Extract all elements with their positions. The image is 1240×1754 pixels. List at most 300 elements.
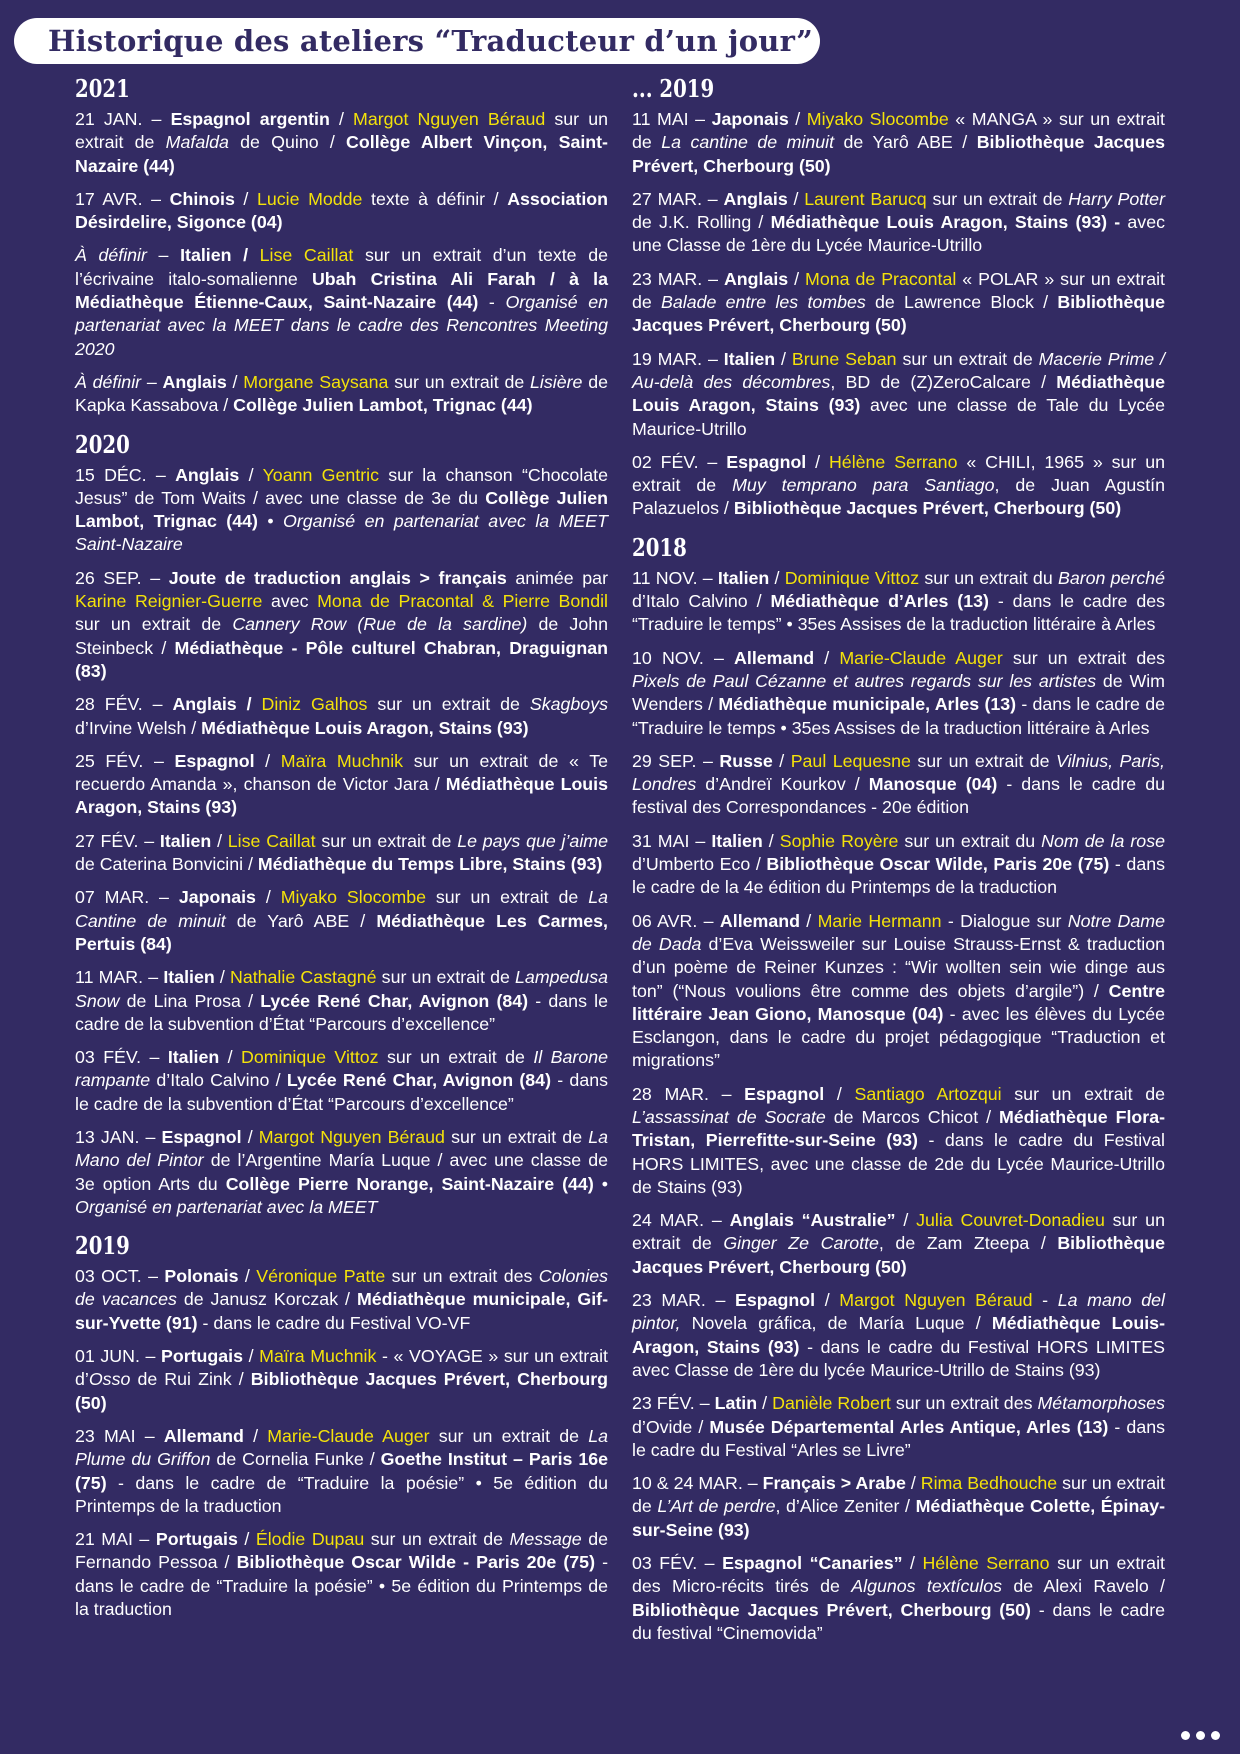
entry-italic-text: Lisière	[530, 371, 583, 392]
entry-italic-text: Organisé en partenariat avec la MEET	[75, 1196, 378, 1217]
translator-name: Maïra Muchnik	[259, 1346, 377, 1367]
entry-bold-text: Italien	[163, 967, 215, 988]
entry-text: d’Italo Calvino /	[632, 591, 771, 612]
entry-text: avec une classe de Tale du Lycée Maurice-Utrillo	[632, 395, 1166, 439]
entry-text: - Dialogue sur	[941, 910, 1068, 931]
entry-text: - dans le cadre du Festival VO-VF	[197, 1312, 471, 1333]
entry-bold-text: Ubah Cristina Ali Farah / à la Médiathèque Étienne-Caux, Saint-Nazaire (44)	[75, 268, 609, 313]
entry-italic-text: Colonies de vacances	[75, 1266, 608, 1310]
translator-name: Hélène Serrano	[828, 451, 958, 472]
workshop-entry	[632, 567, 1165, 637]
entry-text: sur un extrait de	[896, 348, 1039, 369]
workshop-entry	[75, 886, 608, 956]
translator-name: Mona de Pracontal & Pierre Bondil	[317, 591, 608, 612]
entry-text: 21 MAI –	[75, 1529, 156, 1550]
translator-name: Marie-Claude Auger	[839, 647, 1003, 668]
entry-text: sur un extrait de	[632, 1473, 1165, 1517]
entry-text: - dans le cadre de la 4e édition du Printemps de la traduction	[632, 854, 1165, 898]
entry-text: /	[787, 188, 805, 209]
entry-text: - dans le cadre du Festival HORS LIMITES, avec une classe de 2de du Lycée Maurice-Utrillo de Stains (93)	[632, 1130, 1165, 1197]
entry-bold-text: Italien /	[180, 245, 260, 266]
translator-name: Miyako Slocombe	[280, 887, 426, 908]
entry-italic-text: La Mano del Pintor	[75, 1126, 608, 1171]
entry-bold-text: Anglais	[723, 188, 788, 209]
entry-bold-text: Bibliothèque Jacques Prévert, Cherbourg (50)	[632, 292, 1166, 336]
entry-italic-text: La cantine de minuit	[661, 132, 835, 153]
workshop-entry	[632, 830, 1165, 900]
workshop-entry	[75, 108, 608, 178]
entry-text: /	[772, 750, 791, 771]
entry-bold-text: Collège Julien Lambot, Trignac (44)	[233, 395, 533, 416]
workshop-entry	[75, 1425, 608, 1518]
entry-text: -	[1032, 1290, 1058, 1311]
entry-text: d’Ovide /	[632, 1416, 710, 1437]
workshop-entry	[632, 108, 1165, 178]
entry-bold-text: Espagnol	[735, 1290, 816, 1311]
entry-text: 23 MAI –	[75, 1425, 164, 1446]
entry-text: de Cornelia Funke /	[210, 1449, 381, 1470]
entry-italic-text: Nom de la rose	[1041, 830, 1165, 851]
entry-text: sur un extrait de	[75, 614, 233, 635]
entry-text: /	[815, 1290, 840, 1311]
entry-bold-text: Japonais	[711, 109, 789, 129]
entry-bold-text: Médiathèque Flora-Tristan, Pierrefitte-sur-Seine (93)	[632, 1106, 1165, 1151]
entry-text: 26 SEP. –	[75, 567, 169, 588]
entry-text: 01 JUN. –	[75, 1346, 161, 1367]
translator-name: Véronique Patte	[256, 1266, 386, 1287]
workshop-entry	[75, 1126, 608, 1219]
entry-text: de l’Argentine María Luque / avec une classe de 3e option Arts du	[75, 1150, 608, 1194]
left-column	[75, 68, 608, 1631]
entry-text: - dans le cadre du Festival HORS LIMITES avec Classe de 1ère du lycée Maurice-Utrillo de Stains (93)	[632, 1336, 1165, 1380]
entry-bold-text: Collège Julien Lambot, Trignac (44)	[75, 487, 608, 532]
translator-name: Dominique Vittoz	[784, 567, 920, 588]
entry-bold-text: Médiathèque - Pôle culturel Chabran, Draguignan (83)	[75, 637, 608, 681]
translator-name: Dominique Vittoz	[240, 1047, 379, 1068]
workshop-entry	[632, 1392, 1165, 1462]
dot	[1196, 1731, 1205, 1740]
entry-italic-text: Lampedusa Snow	[75, 967, 608, 1011]
translator-name: Mona de Pracontal	[805, 268, 957, 289]
entry-bold-text: Médiathèque du Temps Libre, Stains (93)	[257, 854, 603, 875]
entry-bold-text: Espagnol “Canaries”	[722, 1553, 903, 1574]
entry-text: 11 MAI –	[632, 109, 712, 129]
workshop-entry	[632, 188, 1165, 258]
entry-text: - « VOYAGE » sur un extrait d’	[75, 1346, 608, 1390]
entry-text: /	[757, 1393, 773, 1414]
entry-text: sur un extrait de	[315, 830, 458, 851]
entry-text: 31 MAI –	[632, 830, 712, 851]
entry-bold-text: Espagnol	[161, 1126, 242, 1147]
entry-italic-text: Notre Dame de Dada	[632, 910, 1165, 954]
translator-name: Margot Nguyen Béraud	[839, 1290, 1033, 1311]
entry-text: 10 & 24 MAR. –	[632, 1473, 763, 1494]
entry-text: /	[234, 188, 257, 209]
entry-text: 15 DÉC. –	[75, 464, 176, 485]
entry-bold-text: Allemand	[719, 910, 800, 931]
workshop-entry	[75, 966, 608, 1036]
workshop-entry	[632, 1209, 1165, 1279]
entry-text: /	[799, 910, 818, 931]
entry-text: 03 OCT. –	[75, 1266, 165, 1287]
entry-text: de Alexi Ravelo /	[1002, 1576, 1165, 1597]
entry-bold-text: Bibliothèque Jacques Prévert, Cherbourg (50)	[733, 498, 1122, 519]
entry-italic-text: Ginger Ze Carotte	[723, 1233, 879, 1254]
workshop-entry	[632, 1083, 1165, 1199]
entry-text: 23 FÉV. –	[632, 1393, 715, 1414]
entry-text: - dans le cadre du festival “Cinemovida”	[632, 1599, 1166, 1643]
entry-text: de John Steinbeck /	[75, 614, 608, 658]
entry-bold-text: Allemand	[163, 1425, 244, 1446]
entry-text: - dans le cadre de “Traduire la poésie” • 5e édition du Printemps de la traduction	[75, 1472, 608, 1516]
entry-bold-text: Russe	[719, 750, 773, 771]
entry-text: /	[806, 451, 829, 472]
workshop-entry	[632, 910, 1165, 1073]
entry-italic-text: À définir	[75, 371, 142, 392]
entry-text: de Wim Wenders /	[632, 670, 1165, 715]
entry-text: 23 MAR. –	[632, 268, 724, 289]
translator-name: Marie-Claude Auger	[267, 1425, 430, 1446]
entry-text: 29 SEP. –	[632, 750, 720, 771]
entry-text: 28 MAR. –	[632, 1083, 745, 1104]
year-heading: 2018	[632, 532, 687, 562]
right-column	[632, 68, 1165, 1655]
entry-text: , de Zam Zteepa /	[878, 1233, 1058, 1254]
entry-text: animée par	[506, 567, 608, 588]
entry-text: /	[902, 1553, 923, 1574]
entry-text: /	[788, 268, 806, 289]
entry-text: « POLAR » sur un extrait de	[632, 268, 1165, 313]
workshop-entry	[632, 348, 1165, 441]
dot	[1211, 1731, 1220, 1740]
entry-text: « MANGA » sur un extrait de	[632, 109, 1165, 153]
translator-name: Marie Hermann	[817, 910, 942, 931]
entry-text: sur la chanson “Chocolate Jesus” de Tom Waits / avec une classe de 3e du	[75, 464, 608, 508]
entry-text: texte à définir /	[362, 188, 508, 209]
entry-bold-text: Italien	[711, 830, 763, 851]
entry-text: 03 FÉV. –	[632, 1553, 723, 1574]
entry-bold-text: Bibliothèque Oscar Wilde, Paris 20e (75)	[766, 854, 1110, 875]
translator-name: Paul Lequesne	[790, 750, 911, 771]
entry-text: sur un extrait de	[429, 1425, 589, 1446]
entry-text: 21 JAN. –	[75, 109, 171, 129]
entry-text: 10 NOV. –	[632, 647, 735, 668]
entry-text: /	[905, 1473, 921, 1494]
title-banner	[14, 18, 820, 64]
workshop-entry	[75, 371, 608, 418]
translator-name: Julia Couvret-Donadieu	[916, 1210, 1105, 1231]
entry-bold-text: Allemand	[734, 647, 815, 668]
translator-name: Lise Caillat	[259, 245, 354, 266]
entry-bold-text: Lycée René Char, Avignon (84)	[286, 1070, 551, 1091]
entry-text: sur un extrait de	[376, 967, 516, 988]
entry-bold-text: Italien	[167, 1047, 220, 1068]
entry-bold-text: Japonais	[178, 887, 256, 908]
entry-italic-text: Macerie Prime / Au-delà des décombres	[632, 348, 1165, 392]
entry-italic-text: Le pays que j’aime	[457, 830, 608, 851]
entry-text: - dans le cadre des “Traduire le temps” • 35es Assises de la traduction littéraire à Arles	[632, 591, 1165, 635]
entry-italic-text: Pixels de Paul Cézanne et autres regards sur les artistes	[632, 670, 1097, 691]
year-heading: ... 2019	[632, 74, 715, 103]
entry-text: 17 AVR. –	[75, 188, 170, 209]
entry-text: d’Italo Calvino /	[150, 1070, 287, 1091]
entry-bold-text: Chinois	[169, 188, 235, 209]
entry-bold-text: Italien	[723, 348, 776, 369]
entry-text: /	[243, 1346, 260, 1367]
entry-bold-text: Espagnol	[726, 451, 807, 472]
entry-bold-text: Collège Pierre Norange, Saint-Nazaire (44)	[225, 1173, 594, 1194]
entry-text: /	[255, 887, 281, 908]
translator-name: Karine Reignier-Guerre	[75, 591, 263, 612]
entry-text: 03 FÉV. –	[75, 1047, 168, 1068]
entry-text: 23 MAR. –	[632, 1290, 736, 1311]
entry-italic-text: Algunos textículos	[851, 1576, 1002, 1597]
entry-text: /	[241, 1126, 259, 1147]
workshop-entry	[75, 1528, 608, 1621]
entry-text: /	[243, 1425, 268, 1446]
entry-text: sur un extrait de	[444, 1126, 589, 1147]
more-icon	[1181, 1731, 1220, 1740]
workshop-entry	[75, 750, 608, 820]
workshop-entry	[632, 1472, 1165, 1542]
workshop-entry	[75, 1265, 608, 1335]
entry-text: sur un extrait de	[926, 188, 1069, 209]
entry-text: sur un extrait de	[367, 694, 530, 715]
entry-bold-text: Médiathèque Louis Aragon, Stains (93)	[632, 371, 1165, 416]
entry-text: /	[211, 830, 228, 851]
entry-bold-text: Espagnol	[744, 1083, 825, 1104]
translator-name: Nathalie Castagné	[229, 967, 377, 988]
entry-bold-text: Lycée René Char, Avignon (84)	[260, 990, 529, 1011]
entry-bold-text: Italien	[717, 567, 770, 588]
entry-bold-text: Français > Arabe	[762, 1473, 906, 1494]
entry-bold-text: Italien	[159, 830, 212, 851]
entry-text: - dans le cadre de la subvention d’État “Parcours d’excellence”	[75, 990, 608, 1034]
entry-text: , de Juan Agustín Palazuelos /	[632, 475, 1165, 519]
entry-italic-text: Baron perché	[1057, 567, 1166, 588]
entry-bold-text: Médiathèque municipale, Arles (13)	[718, 694, 1017, 715]
entry-bold-text: Médiathèque municipale, Gif-sur-Yvette (91)	[75, 1289, 608, 1333]
entry-text: /	[219, 1047, 241, 1068]
entry-text: d’Umberto Eco /	[632, 854, 767, 875]
entry-text: de Kapka Kassabova /	[75, 371, 608, 416]
entry-text: /	[769, 567, 785, 588]
workshop-entry	[632, 451, 1165, 521]
entry-text: - avec les élèves du Lycée Esclangon, dans le cadre du projet pédagogique “Traduction et migrations”	[632, 1003, 1165, 1071]
entry-text: de Lawrence Block /	[865, 292, 1058, 313]
entry-text: sur un extrait d’un texte de l’écrivaine italo-somalienne	[75, 245, 608, 289]
translator-name: Sophie Royère	[779, 830, 899, 851]
entry-text: - dans le cadre de “Traduire la poésie” • 5e édition du Printemps de la traduction	[75, 1552, 608, 1620]
translator-name: Yoann Gentric	[262, 464, 379, 485]
entry-italic-text: Message	[509, 1529, 582, 1550]
entry-text: sur un extrait des Micro-récits tirés de	[632, 1553, 1165, 1597]
entry-text: de Marcos Chicot /	[825, 1106, 999, 1127]
entry-italic-text: Organisé en partenariat avec la MEET dans le cadre des Rencontres Meeting 2020	[75, 292, 608, 359]
entry-text: d’Eva Weissweiler sur Louise Strauss-Ernst & traduction d’un poème de Reiner Kunzes : “Wir wollten sein wie dinge aus ton” (“Nous voulions être comme des objets d’argile”) /	[632, 933, 1165, 1001]
translator-name: Diniz Galhos	[261, 694, 368, 715]
entry-text: /	[329, 109, 354, 129]
entry-text: /	[762, 830, 780, 851]
entry-bold-text: Espagnol	[174, 750, 255, 771]
entry-italic-text: La Plume du Griffon	[75, 1425, 608, 1470]
entry-text: de Janusz Korczak /	[176, 1289, 357, 1310]
entry-text: - dans le cadre de “Traduire le temps • 35es Assises de la traduction littéraire à Arles	[632, 694, 1165, 738]
workshop-entry	[632, 1289, 1165, 1382]
entry-bold-text: Médiathèque Louis Aragon, Stains (93)	[201, 717, 529, 738]
entry-italic-text: Vilnius, Paris, Londres	[632, 750, 1165, 795]
translator-name: Morgane Saysana	[243, 371, 389, 392]
entry-text: , d’Alice Zeniter /	[775, 1496, 916, 1517]
entry-text: d’Irvine Welsh /	[75, 717, 202, 738]
entry-italic-text: Osso	[88, 1369, 131, 1390]
entry-text: de Lina Prosa /	[119, 990, 261, 1011]
entry-text: de Quino /	[228, 132, 347, 153]
entry-italic-text: Métamorphoses	[1037, 1393, 1165, 1414]
entry-italic-text: Mafalda	[165, 132, 229, 153]
entry-text: sur un extrait de « Te recuerdo Amanda », chanson de Victor Jara /	[75, 750, 608, 795]
entry-bold-text: Goethe Institut – Paris 16e (75)	[75, 1449, 609, 1493]
entry-text: –	[146, 245, 181, 266]
workshop-entry	[75, 464, 608, 557]
entry-text: d’Andreï Kourkov /	[696, 774, 869, 795]
entry-italic-text: Muy temprano para Santiago	[732, 475, 995, 496]
entry-text: Novela gráfica, de María Luque /	[680, 1313, 992, 1334]
entry-text: 27 MAR. –	[632, 188, 724, 209]
entry-text: 25 FÉV. –	[75, 750, 175, 771]
entry-text: 06 AVR. –	[632, 910, 720, 931]
entry-text: /	[254, 750, 281, 771]
entry-bold-text: Centre littéraire Jean Giono, Manosque (04)	[632, 980, 1165, 1024]
workshop-entry	[632, 750, 1165, 820]
entry-italic-text: À définir	[75, 245, 147, 266]
workshop-entry	[75, 830, 608, 877]
entry-text: /	[238, 1266, 257, 1287]
entry-bold-text: Musée Départemental Arles Antique, Arles (13)	[709, 1416, 1109, 1437]
entry-bold-text: Manosque (04)	[868, 774, 998, 795]
entry-text: avec	[262, 591, 318, 612]
entry-text: sur un extrait du	[898, 830, 1042, 851]
entry-text: sur un extrait des	[385, 1266, 539, 1287]
entry-text: 07 MAR. –	[75, 887, 179, 908]
entry-text: /	[214, 967, 230, 988]
entry-text: /	[814, 647, 840, 668]
translator-name: Maïra Muchnik	[280, 750, 404, 771]
entry-text: sur un extrait de	[1001, 1083, 1165, 1104]
entry-text: de J.K. Rolling /	[632, 212, 771, 233]
entry-bold-text: Médiathèque Les Carmes, Pertuis (84)	[75, 910, 608, 954]
entry-text: « CHILI, 1965 » sur un extrait de	[632, 451, 1165, 496]
entry-text: sur un extrait de	[388, 371, 531, 392]
entry-text: 19 MAR. –	[632, 348, 724, 369]
entry-italic-text: Organisé en partenariat avec la MEET Saint-Nazaire	[75, 511, 608, 555]
entry-bold-text: Médiathèque d’Arles (13)	[770, 591, 989, 612]
entry-text: , BD de (Z)ZeroCalcare /	[830, 371, 1057, 392]
entry-italic-text: Skagboys	[529, 694, 608, 715]
entry-text: sur un extrait de	[910, 750, 1057, 771]
entry-italic-text: La mano del pintor,	[632, 1290, 1165, 1334]
entry-text: 11 NOV. –	[632, 567, 718, 588]
entry-bold-text: Médiathèque Louis Aragon, Stains (93)	[75, 774, 608, 818]
workshop-entry	[75, 1345, 608, 1415]
entry-bold-text: Polonais	[164, 1266, 239, 1287]
translator-name: Margot Nguyen Béraud	[353, 109, 546, 129]
entry-text: de Caterina Bonvicini /	[75, 854, 258, 875]
entry-text: 28 FÉV. –	[75, 694, 173, 715]
entry-bold-text: Anglais	[723, 268, 789, 289]
workshop-entry	[75, 693, 608, 740]
entry-bold-text: Bibliothèque Oscar Wilde - Paris 20e (75)	[236, 1552, 595, 1573]
entry-text: •	[257, 511, 284, 532]
entry-text: -	[478, 292, 506, 313]
workshop-entry	[75, 1046, 608, 1116]
entry-bold-text: Association Désirdelire, Sigonce (04)	[75, 188, 608, 233]
entry-text: sur un extrait de	[425, 887, 589, 908]
entry-text: /	[788, 109, 807, 129]
entry-text: 13 JAN. –	[75, 1126, 162, 1147]
entry-italic-text: L’assassinat de Socrate	[632, 1106, 826, 1127]
year-heading: 2019	[75, 1231, 130, 1261]
entry-text: de Yarô ABE /	[225, 910, 377, 931]
entry-italic-text: Harry Potter	[1068, 188, 1165, 209]
entry-text: /	[824, 1083, 855, 1104]
entry-bold-text: Bibliothèque Jacques Prévert, Cherbourg (50)	[632, 132, 1166, 176]
entry-bold-text: Latin	[714, 1393, 758, 1414]
translator-name: Rima Bedhouche	[920, 1473, 1058, 1494]
entry-text: - dans le cadre de la subvention d’État “Parcours d’excellence”	[75, 1070, 608, 1114]
entry-bold-text: Médiathèque Louis-Aragon, Stains (93)	[632, 1313, 1165, 1357]
entry-text: /	[239, 464, 263, 485]
entry-bold-text: Médiathèque Louis Aragon, Stains (93) -	[770, 212, 1121, 233]
entry-text: sur un extrait de	[632, 1210, 1165, 1254]
entry-bold-text: Anglais “Australie”	[729, 1210, 896, 1231]
page-title: Historique des ateliers “Traducteur d’un jour”	[48, 24, 813, 58]
entry-bold-text: Médiathèque Colette, Épinay-sur-Seine (93)	[632, 1496, 1166, 1540]
year-heading: 2020	[75, 429, 130, 459]
entry-text: sur un extrait du	[919, 567, 1058, 588]
entry-bold-text: Joute de traduction anglais > français	[168, 567, 507, 588]
translator-name: Miyako Slocombe	[806, 109, 949, 129]
entry-text: /	[226, 371, 244, 392]
entry-text: sur un extrait de	[75, 109, 608, 153]
entry-italic-text: L’Art de perdre	[657, 1496, 776, 1517]
translator-name: Margot Nguyen Béraud	[258, 1126, 445, 1147]
workshop-entry	[75, 567, 608, 683]
entry-text: /	[237, 1529, 256, 1550]
entry-text: avec une Classe de 1ère du Lycée Maurice-Utrillo	[632, 212, 1165, 256]
workshop-entry	[632, 1552, 1165, 1645]
entry-text: de Fernando Pessoa /	[75, 1529, 608, 1573]
entry-bold-text: Portugais	[155, 1529, 238, 1550]
entry-bold-text: Collège Albert Vinçon, Saint-Nazaire (44)	[75, 132, 608, 176]
entry-text: - dans le cadre du Festival “Arles se Livre”	[632, 1416, 1165, 1460]
workshop-entry	[632, 268, 1165, 338]
translator-name: Danièle Robert	[772, 1393, 891, 1414]
entry-text: 11 MAR. –	[75, 967, 164, 988]
translator-name: Brune Seban	[791, 348, 897, 369]
workshop-entry	[75, 244, 608, 360]
entry-bold-text: Anglais /	[172, 694, 262, 715]
translator-name: Lise Caillat	[227, 830, 316, 851]
entry-text: –	[141, 371, 163, 392]
entry-text: •	[593, 1173, 608, 1194]
entry-text: - dans le cadre du festival des Correspondances - 20e édition	[632, 774, 1165, 818]
translator-name: Santiago Artozqui	[854, 1083, 1002, 1104]
entry-bold-text: Anglais	[175, 464, 240, 485]
translator-name: Laurent Barucq	[804, 188, 927, 209]
translator-name: Lucie Modde	[256, 188, 363, 209]
entry-text: sur un extrait des	[1002, 647, 1166, 668]
